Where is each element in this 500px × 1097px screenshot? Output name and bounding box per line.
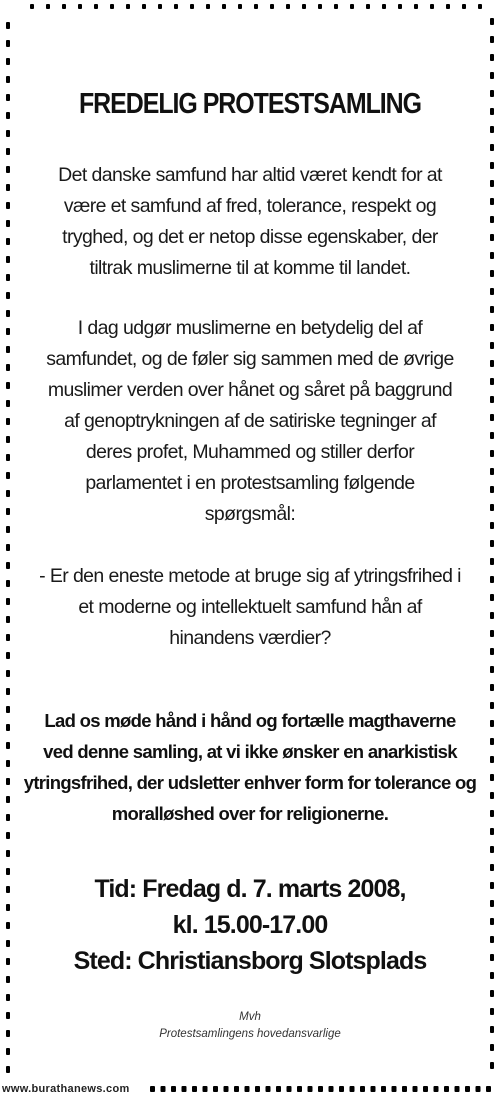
border-dot <box>6 166 10 173</box>
border-dot <box>6 274 10 281</box>
grievance-line: spørgsmål: <box>204 503 296 525</box>
intro-line: Det danske samfund har altid været kendt for at <box>58 164 442 186</box>
border-dot <box>478 4 482 9</box>
intro-line: tiltrak muslimerne til at komme til landet. <box>89 257 411 279</box>
border-dot <box>6 832 10 839</box>
border-dot <box>6 688 10 695</box>
border-dot <box>490 306 494 313</box>
border-dot <box>6 580 10 587</box>
grievance-paragraph <box>22 313 478 530</box>
border-dot <box>490 972 494 979</box>
border-dot <box>6 778 10 785</box>
border-dot <box>490 540 494 547</box>
border-dot <box>6 364 10 371</box>
grievance-line: I dag udgør muslimerne en betydelig del af <box>77 317 423 339</box>
border-dot <box>490 1026 494 1033</box>
question-line: - Er den eneste metode at bruge sig af ytringsfrihed i <box>39 565 461 587</box>
grievance-line: samfundet, og de føler sig sammen med de øvrige <box>46 348 454 370</box>
question-line: hinandens værdier? <box>169 627 331 649</box>
border-dot <box>490 18 494 25</box>
border-dot <box>6 976 10 983</box>
border-dot <box>6 652 10 659</box>
cta-line: moralløshed over for religionerne. <box>111 803 389 824</box>
border-dot <box>490 72 494 79</box>
border-dot <box>6 724 10 731</box>
grievance-line: af genoptrykningen af de satiriske tegninger af <box>64 410 436 432</box>
event-time: Tid: Fredag d. 7. marts 2008, <box>94 875 406 903</box>
border-dot <box>6 76 10 83</box>
border-dot <box>490 810 494 817</box>
event-place: Sted: Christiansborg Slotsplads <box>73 947 427 975</box>
border-dot <box>6 814 10 821</box>
border-dot <box>6 886 10 893</box>
border-dot <box>6 454 10 461</box>
border-dot <box>490 738 494 745</box>
border-dot <box>490 342 494 349</box>
border-dot <box>490 108 494 115</box>
border-dot <box>490 936 494 943</box>
border-dot <box>490 90 494 97</box>
border-dot <box>490 684 494 691</box>
border-dot <box>490 576 494 583</box>
border-dot <box>490 396 494 403</box>
border-dot <box>490 1062 494 1069</box>
border-dot <box>490 630 494 637</box>
border-dot <box>6 850 10 857</box>
border-dot <box>490 702 494 709</box>
border-dot <box>490 486 494 493</box>
border-dot <box>6 742 10 749</box>
border-dot <box>490 1008 494 1015</box>
border-dot <box>6 868 10 875</box>
border-dot <box>490 774 494 781</box>
border-dot <box>6 382 10 389</box>
border-dot <box>490 792 494 799</box>
border-dot <box>490 828 494 835</box>
border-dot <box>490 360 494 367</box>
border-dot <box>490 144 494 151</box>
border-dot <box>6 418 10 425</box>
grievance-line: muslimer verden over hånet og såret på baggrund <box>47 379 453 401</box>
border-dot <box>6 490 10 497</box>
border-dot <box>490 954 494 961</box>
border-dot <box>6 202 10 209</box>
border-dot <box>6 94 10 101</box>
border-dot <box>6 472 10 479</box>
border-dot <box>6 22 10 29</box>
border-dot <box>6 544 10 551</box>
signature-greeting: Mvh <box>239 1011 261 1023</box>
border-dot <box>6 1048 10 1055</box>
question-line: et moderne og intellektuelt samfund hån af <box>78 596 422 618</box>
border-dot <box>6 616 10 623</box>
grievance-line: parlamentet i en protestsamling følgende <box>85 472 415 494</box>
border-dot <box>490 36 494 43</box>
border-dot <box>6 1012 10 1019</box>
event-details <box>22 871 478 979</box>
border-dot <box>490 378 494 385</box>
grievance-line: deres profet, Muhammed og stiller derfor <box>85 441 415 463</box>
border-dot <box>490 522 494 529</box>
border-dot <box>6 994 10 1001</box>
border-dot <box>490 270 494 277</box>
signature-organizer: Protestsamlingens hovedansvarlige <box>159 1028 341 1040</box>
intro-paragraph <box>22 160 478 284</box>
cta-line: Lad os møde hånd i hånd og fortælle magthaverne <box>44 710 456 731</box>
question-paragraph <box>22 561 478 654</box>
border-dot <box>6 40 10 47</box>
protest-flyer <box>22 0 478 1097</box>
border-dot <box>490 666 494 673</box>
border-dot <box>6 400 10 407</box>
border-dot <box>6 328 10 335</box>
border-dot <box>490 918 494 925</box>
border-dot <box>6 562 10 569</box>
border-dot <box>6 112 10 119</box>
border-dot <box>490 324 494 331</box>
border-dot <box>6 598 10 605</box>
border-dot <box>490 864 494 871</box>
border-dot <box>6 436 10 443</box>
border-dot <box>490 216 494 223</box>
border-dot <box>6 760 10 767</box>
border-dot <box>490 162 494 169</box>
border-dot <box>6 310 10 317</box>
border-dot <box>6 526 10 533</box>
border-dot <box>6 706 10 713</box>
border-dot <box>6 292 10 299</box>
cta-line: ved denne samling, at vi ikke ønsker en anarkistisk <box>43 741 457 762</box>
border-dot <box>6 796 10 803</box>
border-dot <box>490 288 494 295</box>
border-dot <box>490 720 494 727</box>
border-dot <box>490 504 494 511</box>
border-dot <box>6 508 10 515</box>
border-dot <box>6 58 10 65</box>
border-dot <box>6 238 10 245</box>
border-dot <box>490 126 494 133</box>
border-dot <box>490 432 494 439</box>
border-dot <box>490 990 494 997</box>
border-dot <box>490 450 494 457</box>
border-dot <box>490 198 494 205</box>
border-dot <box>490 180 494 187</box>
flyer-title: FREDELIG PROTESTSAMLING <box>78 88 422 120</box>
border-dot <box>6 958 10 965</box>
cta-line: ytringsfrihed, der udsletter enhver form for tolerance og <box>23 772 477 793</box>
event-hours: kl. 15.00-17.00 <box>172 911 328 939</box>
intro-line: tryghed, og det er netop disse egenskaber, der <box>62 226 438 248</box>
call-to-action <box>22 705 478 829</box>
border-dot <box>490 756 494 763</box>
border-dot <box>490 558 494 565</box>
border-dot <box>486 1086 491 1092</box>
border-dot <box>490 846 494 853</box>
border-dot <box>6 670 10 677</box>
border-dot <box>6 256 10 263</box>
border-dot <box>6 130 10 137</box>
border-dot <box>6 346 10 353</box>
border-dot <box>6 904 10 911</box>
intro-line: være et samfund af fred, tolerance, respekt og <box>63 195 437 217</box>
watermark: www.burathanews.com <box>2 1083 130 1095</box>
border-dot <box>490 612 494 619</box>
border-dot <box>6 184 10 191</box>
border-dot <box>6 1030 10 1037</box>
border-dot <box>6 922 10 929</box>
border-dot <box>490 1044 494 1051</box>
border-dot <box>490 648 494 655</box>
border-dot <box>490 234 494 241</box>
border-dot <box>6 148 10 155</box>
border-dot <box>6 220 10 227</box>
border-dot <box>490 54 494 61</box>
border-dot <box>6 1066 10 1073</box>
border-dot <box>490 414 494 421</box>
border-dot <box>6 940 10 947</box>
border-dot <box>490 468 494 475</box>
border-dot <box>6 634 10 641</box>
border-dot <box>490 252 494 259</box>
signature <box>22 1009 478 1043</box>
border-dot <box>490 594 494 601</box>
border-dot <box>490 900 494 907</box>
border-dot <box>490 882 494 889</box>
